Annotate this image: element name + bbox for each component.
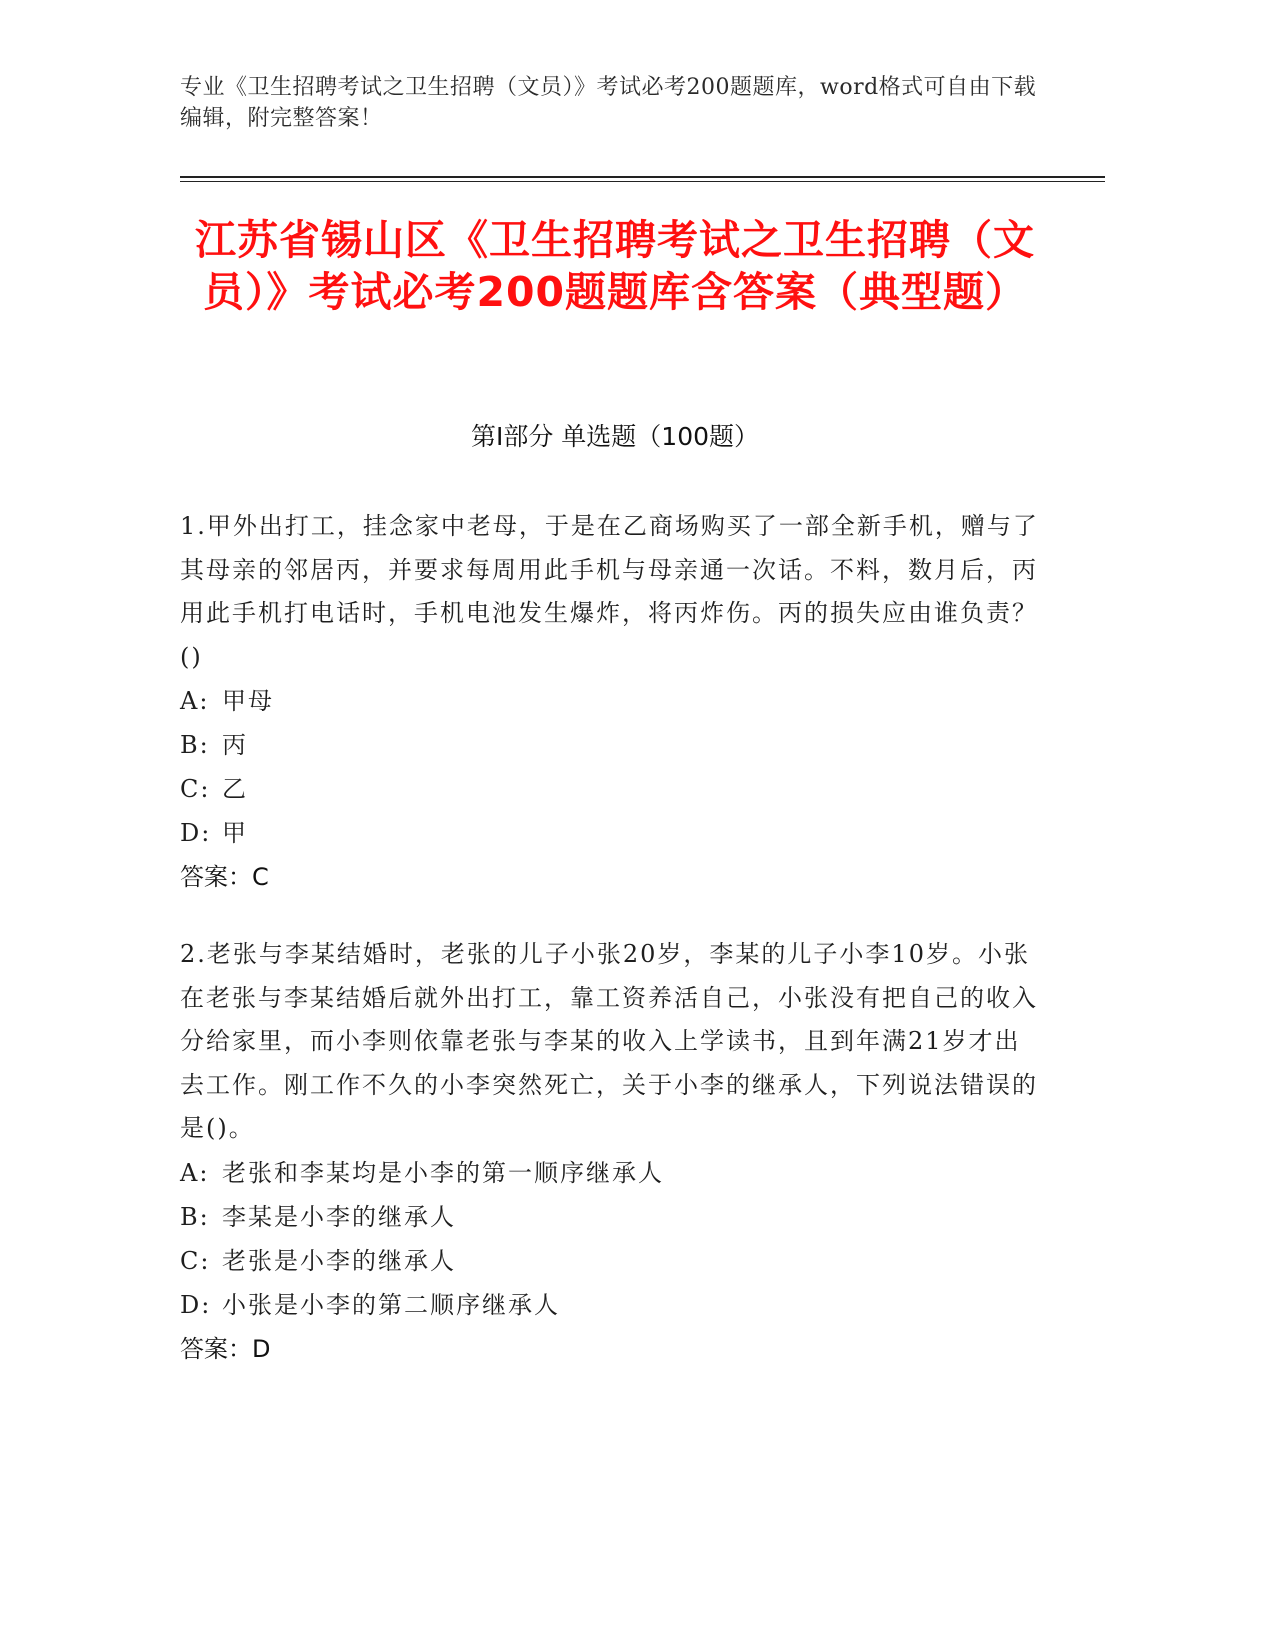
header-divider bbox=[180, 176, 1105, 182]
section-heading: 第I部分 单选题（100题） bbox=[470, 422, 760, 451]
question-list bbox=[180, 505, 1040, 1405]
option-text: 甲母 bbox=[222, 687, 274, 715]
option-key: B: bbox=[180, 1202, 210, 1231]
option-text: 甲 bbox=[222, 819, 248, 847]
option-key: B: bbox=[180, 731, 210, 759]
option-key: A: bbox=[180, 687, 210, 715]
option-text: 老张是小李的继承人 bbox=[222, 1246, 456, 1275]
question-option bbox=[180, 767, 1040, 811]
question-answer: 答案：D bbox=[180, 1334, 271, 1363]
question-option bbox=[180, 811, 1040, 855]
question-option bbox=[180, 1151, 1040, 1195]
option-text: 乙 bbox=[222, 775, 248, 803]
option-key: C: bbox=[180, 1246, 211, 1275]
question-option bbox=[180, 723, 1040, 767]
option-text: 老张和李某均是小李的第一顺序继承人 bbox=[222, 1158, 664, 1187]
question-item bbox=[180, 505, 1040, 899]
question-item bbox=[180, 933, 1040, 1371]
question-stem: 1.甲外出打工，挂念家中老母，于是在乙商场购买了一部全新手机，赠与了其母亲的邻居丙，并要求每周用此手机与母亲通一次话。不料，数月后，丙用此手机打电话时，手机电池发生爆炸，将丙炸伤。丙的损失应由谁负责？() bbox=[180, 512, 1039, 671]
option-key: A: bbox=[180, 1158, 210, 1187]
question-answer: 答案：C bbox=[180, 863, 269, 891]
question-stem: 2.老张与李某结婚时，老张的儿子小张20岁，李某的儿子小李10岁。小张在老张与李某结婚后就外出打工，靠工资养活自己，小张没有把自己的收入分给家里，而小李则依靠老张与李某的收入上学读书，且到年满21岁才出去工作。刚工作不久的小李突然死亡，关于小李的继承人，下列说法错误的是()。 bbox=[180, 940, 1038, 1142]
option-text: 李某是小李的继承人 bbox=[222, 1202, 456, 1231]
header-note: 专业《卫生招聘考试之卫生招聘（文员）》考试必考200题题库，word格式可自由下载编辑，附完整答案！ bbox=[180, 75, 1037, 131]
option-key: D: bbox=[180, 819, 212, 847]
option-text: 丙 bbox=[222, 731, 248, 759]
option-text: 小张是小李的第二顺序继承人 bbox=[222, 1290, 560, 1319]
question-option bbox=[180, 1239, 1040, 1283]
question-option bbox=[180, 1283, 1040, 1327]
question-option bbox=[180, 679, 1040, 723]
document-title: 江苏省锡山区《卫生招聘考试之卫生招聘（文员）》考试必考200题题库含答案（典型题） bbox=[195, 216, 1035, 316]
option-key: D: bbox=[180, 1290, 212, 1319]
option-key: C: bbox=[180, 775, 211, 803]
question-option bbox=[180, 1195, 1040, 1239]
